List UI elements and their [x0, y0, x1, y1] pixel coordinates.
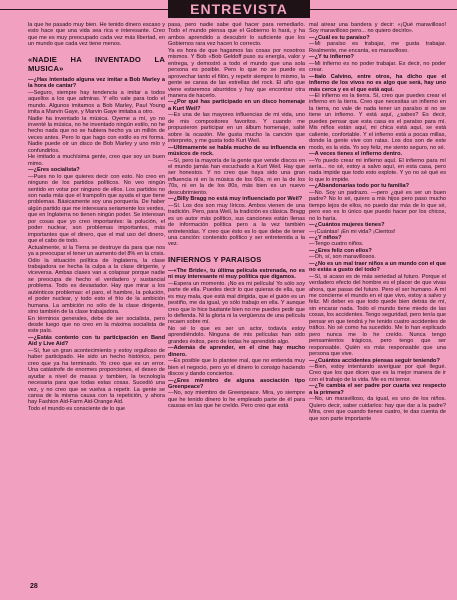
body-paragraph: la que he pasado muy bien. He tenido dinero escaso y esto hace que una vida sea rica e interesante. Creo que me es muy preocupado cada vez más libertad, en un mundo que cada vez tiene menos.: [28, 22, 165, 48]
interview-question: —¿Cuántos accidentes piensas seguir teniendo?: [309, 357, 440, 364]
body-paragraph: —No, soy miembro de Greenpeace. Mira, yo siempre que he tenido dinero lo he empleado parte de él para causas en las que he creído. Pero creo que está: [168, 390, 305, 410]
body-paragraph: —Espera un momento. ¡No es mi película! Yo sólo soy parte de ella. Puedes decir lo que quieras de ella, que es muy mala, que está mal dirigida, que el guión es un pestiño, me da igual, yo sólo trabajo en ella. Y aunque creo que lo hice bastante bien no me puedes pedir que lo defienda. Ni la gloria ni la vergüenza de una película recaen sobre mí.: [168, 280, 305, 326]
interview-question: —¿Eres miembro de alguna asociación tipo Greenpeace?: [168, 377, 305, 391]
body-paragraph: —Seguro, siempre hay tendencia a imitar a todos aquellos a los que admiras. Y ello vale para todo el mundo. Algunos imitamos a Bob Marley, Paul Young imita a Marvin Gaye, y Marvin Gaye imitaba a otro.: [28, 89, 165, 116]
interview-question: —Además de aprender, en el cine hay mucho dinero.: [168, 345, 305, 358]
text-column-2: [168, 22, 305, 582]
body-paragraph: —¡Cuántas! ¡En mi vida? ¡Cientos!: [309, 228, 396, 235]
body-paragraph: En términos generales, debe de ser socialista, pero desde luego que no creo en la máxima socialista de este país.: [28, 315, 165, 335]
body-paragraph: —Mi infierno es no poder trabajar. Es decir, no poder crear.: [309, 60, 446, 74]
interview-question: —Ultimamente se habla mucho de su influencia en músicos de rock.: [168, 144, 305, 158]
body-paragraph: He imitado a muchísima gente, creo que soy un buen mimo.: [28, 154, 165, 167]
body-paragraph: —El infierno es la tierra. Sí, creo que puedes crear el infierno en la tierra. Creo que necesitas un infierno en la tierra, no vale de nada tener un paraíso si no se tiene un infierno. Y está aquí, ¿sabes? Es decir, puedes pensar que esta casa es el paraíso para mí. Mis niños están aquí, mi chica está aquí, se está caliente, confortable. Y el infierno está a pocas millas, donde la gente vive con ratas. Los dos son de este modo, es la vida. Yo soy feliz, me siento seguro, no sé.: [309, 92, 446, 151]
body-paragraph: —Sí, fue un gran acontecimiento y estoy orgulloso de haber participado. He sido un hecho histórico, pero creo que ya ha terminado. Yo creo que es un error. Una catástrofe de enormes proporciones, el deseo de ayudar a nivel de masas y tambien, la tecnología necesaria para que todas estas cosas. Sucedió una vez, y no creo que se vuelva a repetir. La gente se cansa de la misma causa con la repetición, y ahora hay Fashion Aid-Farm Aid-Orange Aid.: [28, 347, 165, 406]
body-paragraph: mal airear una bandera y decir: «¡Qué maravilloso! Soy maravilloso pero... no quiero decirlo».: [309, 22, 446, 35]
body-paragraph: —No. Soy un padrazo. —pero ¿qué es ser un buen padre? No lo sé, quiero a mis hijos pero paso mucho tiempo lejos de ellos, no puedo dar más de lo que sé, pero eso es lo único que puedo hacer por los chicos, no lo haría.: [309, 189, 446, 222]
interview-question: —¿Eres socialista?: [28, 167, 80, 174]
body-paragraph: —Sí, si acaso es de más seriedad al futuro. Porque el verdadero efecto del hombre es el placer de que vivas ahora, que pasas del futuro. Pero el ser humano. A mí me concierne el mundo en el que vivo, estoy a salvo y feliz. Mi deber es que todo quede bien detrás de mí, sin encarar nada. Todo el mundo tiene miedo de las cosas, los accidentes. Tengo seguridad, pero tenía que pensar en que tendrá y he tenido cuatro accidentes de tráfico. No sé como ha sucedido. Me lo han explicado pero nunca me lo he creído. Nunca tengo pensamientos trágicos, pero tengo que ser responsable. Quién es más responsable que una persona que vive.: [309, 273, 446, 358]
interview-question: —¿Estás contento con tu participación en Band Aid y Live Aid?: [28, 334, 165, 348]
body-paragraph: No sé lo que es ser un actor, todavía estoy aprendiéndolo. Ninguna de mis películas han sido grandes éxitos, pero de todas he aprendido algo.: [168, 325, 305, 345]
interview-question: —¿Te cambia el ser padre por cuarta vez respecto a la primera?: [309, 383, 446, 396]
body-paragraph: —Pues no lo que quieres decir con esto. No creo en ninguno de los partidos políticos. No veo ningún sentido en votar por ninguno de ellos. Los partidos no son nada más que el trampolín que ayuda el que tiene problemas. Básicamente soy una porquería. De haber algún partido que me interesara seriamente los verdes, que en Inglaterra no tienen ningún poder. Se interesan por cosas que yo creo importantes: la polución, el poder nuclear, son problemas importantes, más importantes que el dinero, que el mal uso del dinero, que el cabo de todo.: [28, 173, 165, 245]
interview-question: —¿Eres feliz con ellos?: [309, 247, 372, 254]
interview-question: —¿Abandonarías todo por tu familia?: [309, 183, 410, 190]
body-paragraph: —Es una de las mayores influencias de mi vida, uno de mis compositores favoritos. Y cuando me propusieron participar en un álbum homenaje, salté sobre la ocasión. Me gusta mucho la canción que interpreto, y me gusta todo Kurt Weil.: [168, 112, 305, 145]
body-paragraph: Actualmente, si la Tierra se destruye da para que nos ya a preocupar el tener un aumento del 8% en la crisis. Odio la situación política de Inglaterra, la clase trabajadora se hecha la culpa a la clase dirigente, y viceversa. Ambas clases van a colapsar porque nadie se preocupa de hecho el verdadero y sustancial problema. Todo es devastador. Hay que mirar a los auténticos problemas: el paro, el hambre, la polución, el poder nuclear, y todo esto el frío de la ambición humana. La ambición no sólo de la clase dirigente, sino también de la clase trabajadora.: [28, 244, 165, 316]
interview-question: —Italo Calvino, entre otros, ha dicho que el infierno de los vivos no es algo que será, hay uno más cerca y es el que está aquí.: [309, 73, 446, 93]
text-column-3: [309, 22, 446, 582]
page-number: 28: [30, 583, 38, 590]
body-paragraph: —No, un maravilloso, da igual, es uno de los niños. Quiero decir, saber cuidarlos: hay que dar a la padre? Mira, creo que cuando tienes cuatro, te das cuenta de que son parte importante: [309, 396, 446, 422]
body-paragraph: —Oh, sí, son maravillosos.: [309, 254, 376, 261]
text-column-1: [28, 22, 165, 582]
interview-question: —¿Cuál es tu paraíso?: [309, 34, 370, 41]
section-header: [0, 0, 457, 18]
section-title: ENTREVISTA: [168, 0, 310, 18]
body-paragraph: Todo el mundo es consciente de lo que: [28, 405, 126, 412]
body-paragraph: Nadie ha inventado la música. Oyeme a mí, yo no inventé la música, no he inventado ningún estilo, no he hecho nada que no se hubiera hecho ya un millón de veces antes. Pero lo que hago con estilo es mi forma. Nadie puede oír un disco de Bob Marley y uno mío y confundirlos.: [28, 115, 165, 154]
interview-question: —¿No es un mal traer niños a un mundo con el que no estás a gusto del todo?: [309, 260, 446, 274]
interview-question: —¿Billy Bragg no está muy influenciado por Weil?: [168, 196, 303, 203]
interview-question: —¿Y tu infierno?: [309, 54, 354, 61]
subheading: «NADIE HA INVENTADO LA MUSICA»: [28, 54, 165, 73]
body-paragraph: —Es posible que lo plantee mal, que no entienda muy bien el negocio, pero yo el dinero lo consigo haciendo discos y dando conciertos.: [168, 358, 305, 378]
body-paragraph: —Yo puedo crear mi infierno aquí. El infierno para mí sería... no sé, estoy a salvo aquí, en esta casa, pero nada impide que todo esto explote. Y yo no sé qué es lo que lo impide.: [309, 157, 446, 183]
interview-question: —¿Y niños?: [309, 234, 342, 241]
interview-question: —«The Bride», tu última película estrenada, no es ni muy interesante ni muy política que digamos.: [168, 267, 305, 281]
subheading: INFIERNOS Y PARAISOS: [168, 254, 262, 264]
interview-question: —¿Cuántos mujeres tienes?: [309, 222, 385, 229]
interview-question: —¿Has intentado alguna vez imitar a Bob Marley a la hora de cantar?: [28, 76, 165, 90]
body-paragraph: —Sí, pero la mayoría de la gente que vende discos en el mundo jamás han escuchado a Kurt Weil. Hay que ser honestos. Y no creo que haya sido una gran influencia ni en la música de los 60s, ni en la de los 70s, ni en la de los 80s, más bien es un nuevo descubrimiento.: [168, 157, 305, 196]
body-paragraph: —Bien, estoy intentando averiguar por qué llegué. Creo que los que dicen que es la mejor manera de ir con el trabajo de la vida. Me es mi temor.: [309, 364, 446, 383]
body-paragraph: —Mi paraíso es trabajar, me gusta trabajar. Realmente, me encanta, es maravilloso.: [309, 41, 446, 54]
interview-question: —A veces tienes el infierno dentro.: [309, 151, 403, 158]
interview-question: —¿Por qué has participado en un disco homenaje a Kurt Weil?: [168, 99, 305, 112]
body-paragraph: Ya es hora de que hagamos las cosas por nosotros mismos. Y Bob «Bob Geldoff puso su energía, valor y entrega, y demostró a todo el mundo que una sola persona es posible. Pero lo que no se puede es aprovechar tanto el filón, y repetir siempre lo mismo, la gente se cansa de las estrellas del rock. El año que viene estaremos aburridos y hay que encontrar otra manera de hacerlo.: [168, 47, 305, 99]
body-paragraph: —Tengo cuatro niños.: [309, 241, 364, 248]
body-paragraph: —Sí. Los dos son muy líricos. Ambos vienen de una tradición. Pero, para Weil, la tradición es clásica. Bragg es un autor más político, sus canciones están llenas de información política pero a la vez también entretenidas. Y creo que ésto es lo que debe de tener una canción: contenido político y ser entretenida a la vez.: [168, 202, 305, 248]
body-paragraph: pasa, pero nadie sabe qué hacer para remediarlo. Todo el mundo piensa que el Gobierno lo hará, y ha ambos aprendido a descubrir lo suficiente que los Gobiernos rara vez hacen lo correcto.: [168, 22, 305, 48]
